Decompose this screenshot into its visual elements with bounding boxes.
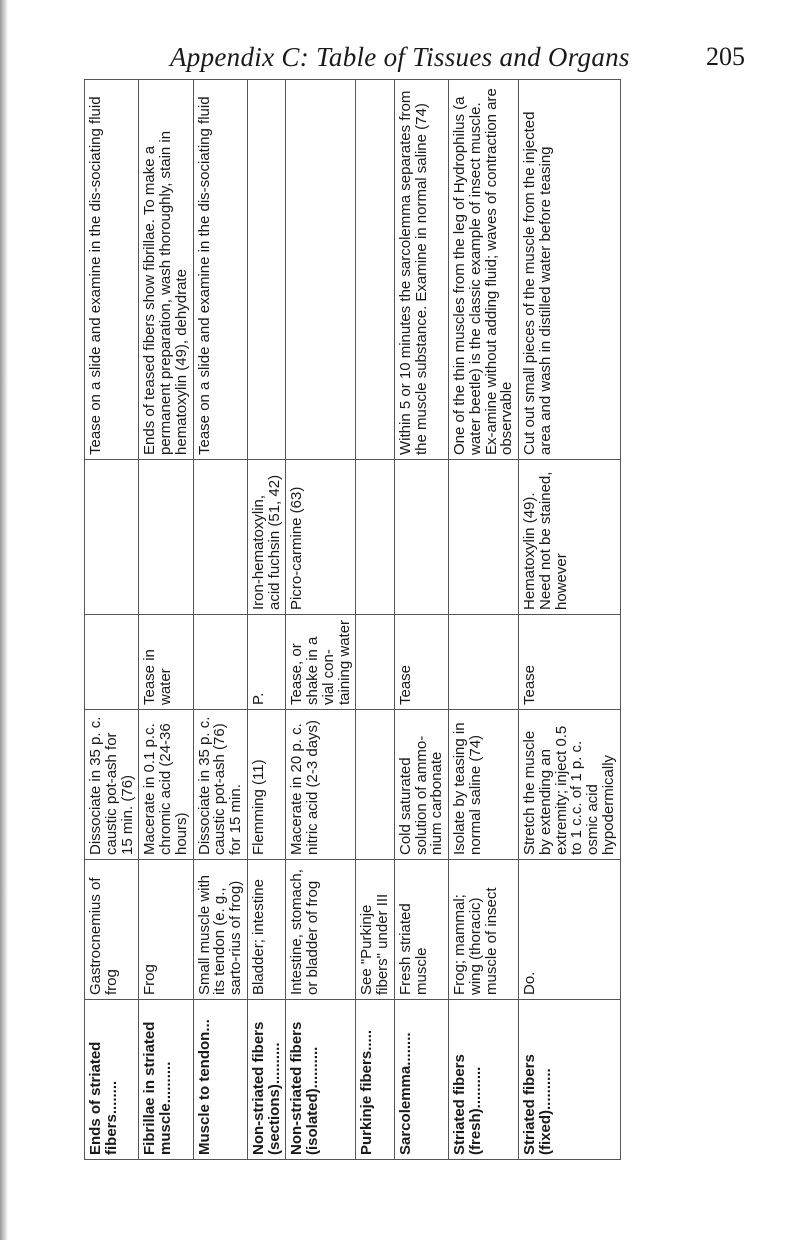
source-cell: See "Purkinje fibers" under III bbox=[356, 860, 395, 1000]
fixation-cell: Dissociate in 35 p. c. caustic pot-ash (76) for 15 min. bbox=[193, 710, 247, 860]
source-cell: Do. bbox=[519, 860, 621, 1000]
source-cell: Frog; mammal; wing (thoracic) muscle of insect bbox=[449, 860, 519, 1000]
remarks-cell: Within 5 or 10 minutes the sarcolemma separates from the muscle substance. Examine in normal saline (74) bbox=[394, 80, 448, 460]
stain-cell bbox=[85, 460, 139, 615]
table-row bbox=[286, 80, 356, 1160]
method-cell bbox=[449, 615, 519, 710]
fixation-cell: Flemming (11) bbox=[247, 710, 286, 860]
table-row bbox=[394, 80, 448, 1160]
running-title: Appendix C: Table of Tissues and Organs bbox=[170, 42, 630, 72]
fixation-cell: Stretch the muscle by extending an extremity; inject 0.5 to 1 c.c. of 1 p. c. osmic acid hypodermically bbox=[519, 710, 621, 860]
stain-cell bbox=[394, 460, 448, 615]
fixation-cell: Dissociate in 35 p. c. caustic pot-ash for 15 min. (76) bbox=[85, 710, 139, 860]
source-cell: Intestine, stomach, or bladder of frog bbox=[286, 860, 356, 1000]
source-cell: Small muscle with its tendon (e. g., sarto-rius of frog) bbox=[193, 860, 247, 1000]
fixation-cell: Isolate by teasing in normal saline (74) bbox=[449, 710, 519, 860]
table-row bbox=[519, 80, 621, 1160]
method-cell bbox=[356, 615, 395, 710]
tissue-table bbox=[84, 79, 621, 1160]
method-cell: Tease bbox=[394, 615, 448, 710]
stain-cell bbox=[449, 460, 519, 615]
remarks-cell: Tease on a slide and examine in the dis-sociating fluid bbox=[193, 80, 247, 460]
stain-cell: Iron-hematoxylin, acid fuchsin (51, 42) bbox=[247, 460, 286, 615]
fixation-cell bbox=[356, 710, 395, 860]
source-cell: Frog bbox=[139, 860, 193, 1000]
source-cell: Gastrocnemius of frog bbox=[85, 860, 139, 1000]
fixation-cell: Macerate in 0.1 p.c. chromic acid (24-36 hours) bbox=[139, 710, 193, 860]
remarks-cell bbox=[286, 80, 356, 460]
tissue-cell: Fibrillae in striated muscle.......... bbox=[139, 1000, 193, 1160]
page-header bbox=[0, 40, 800, 80]
remarks-cell: Tease on a slide and examine in the dis-sociating fluid bbox=[85, 80, 139, 460]
stain-cell bbox=[356, 460, 395, 615]
remarks-cell bbox=[356, 80, 395, 460]
tissue-cell: Non-striated fibers (isolated).......... bbox=[286, 1000, 356, 1160]
table-row bbox=[139, 80, 193, 1160]
fixation-cell: Cold saturated solution of ammo-nium carbonate bbox=[394, 710, 448, 860]
tissue-cell: Non-striated fibers (sections).......... bbox=[247, 1000, 286, 1160]
stain-cell: Hematoxylin (49). Need not be stained, however bbox=[519, 460, 621, 615]
method-cell: Tease, or shake in a vial con-taining water bbox=[286, 615, 356, 710]
page-edge-shadow bbox=[0, 0, 8, 1240]
method-cell: P. bbox=[247, 615, 286, 710]
page-number: 205 bbox=[706, 42, 745, 71]
table-row bbox=[247, 80, 286, 1160]
remarks-cell bbox=[247, 80, 286, 460]
method-cell bbox=[85, 615, 139, 710]
table-row bbox=[85, 80, 139, 1160]
tissue-cell: Purkinje fibers..... bbox=[356, 1000, 395, 1160]
table-row bbox=[356, 80, 395, 1160]
stain-cell: Picro-carmine (63) bbox=[286, 460, 356, 615]
tissue-cell: Striated fibers (fixed).......... bbox=[519, 1000, 621, 1160]
fixation-cell: Macerate in 20 p. c. nitric acid (2-3 days) bbox=[286, 710, 356, 860]
method-cell: Tease in water bbox=[139, 615, 193, 710]
method-cell: Tease bbox=[519, 615, 621, 710]
remarks-cell: Cut out small pieces of the muscle from the injected area and wash in distilled water before teasing bbox=[519, 80, 621, 460]
tissue-cell: Sarcolemma........ bbox=[394, 1000, 448, 1160]
remarks-cell: Ends of teased fibers show fibrillae. To make a permanent preparation, wash thoroughly, stain in hematoxylin (49), dehydrate bbox=[139, 80, 193, 460]
source-cell: Fresh striated muscle bbox=[394, 860, 448, 1000]
tissue-cell: Striated fibers (fresh).......... bbox=[449, 1000, 519, 1160]
stain-cell bbox=[193, 460, 247, 615]
tissue-cell: Ends of striated fibers........ bbox=[85, 1000, 139, 1160]
rotated-table-container bbox=[84, 80, 664, 1160]
tissue-cell: Muscle to tendon... bbox=[193, 1000, 247, 1160]
remarks-cell: One of the thin muscles from the leg of Hydrophilus (a water beetle) is the classic example of insect muscle. Ex-amine without adding fluid; waves of contraction are observable bbox=[449, 80, 519, 460]
table-row bbox=[193, 80, 247, 1160]
method-cell bbox=[193, 615, 247, 710]
source-cell: Bladder; intestine bbox=[247, 860, 286, 1000]
stain-cell bbox=[139, 460, 193, 615]
table-row bbox=[449, 80, 519, 1160]
